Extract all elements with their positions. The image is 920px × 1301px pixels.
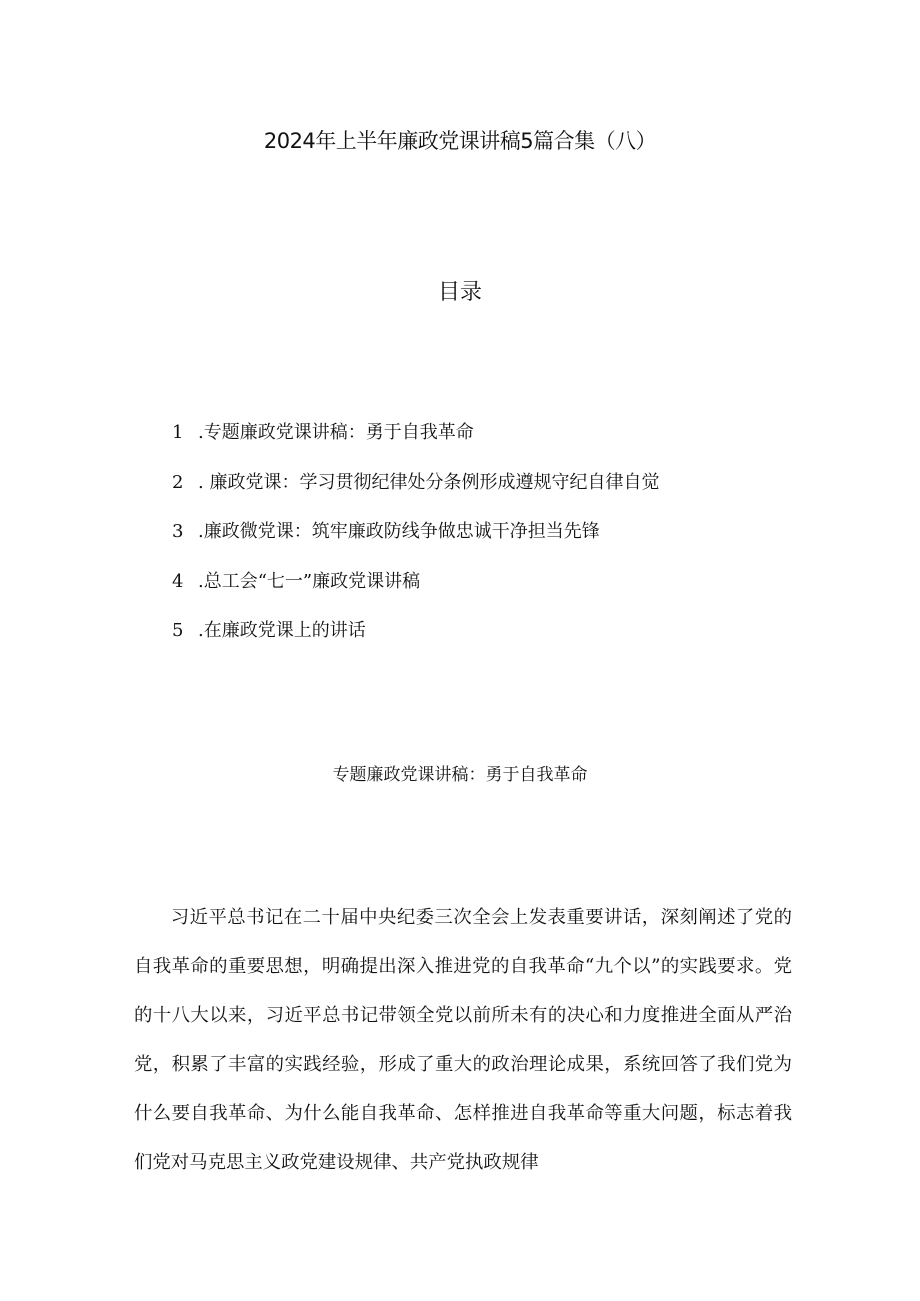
toc-item-text: .在廉政党课上的讲话	[198, 620, 366, 641]
table-of-contents	[172, 418, 659, 666]
toc-item	[172, 418, 659, 468]
toc-item-number: 2	[172, 471, 184, 493]
toc-item	[172, 517, 659, 567]
toc-item-number: 3	[172, 521, 184, 542]
toc-item-text: . 廉政党课：学习贯彻纪律处分条例形成遵规守纪自律自觉	[198, 471, 660, 493]
toc-heading: 目录	[437, 280, 482, 305]
toc-item-text: .专题廉政党课讲稿：勇于自我革命	[198, 422, 474, 443]
toc-item-text: .总工会“七一”廉政党课讲稿	[198, 570, 421, 592]
toc-item-number: 4	[172, 570, 184, 592]
body-paragraph: 习近平总书记在二十届中央纪委三次全会上发表重要讲话，深刻阐述了党的自我革命的重要思想，明确提出深入推进党的自我革命“九个以”的实践要求。党的十八大以来，习近平总书记带领全党以前所未有的决心和力度推进全面从严治党，积累了丰富的实践经验，形成了重大的政治理论成果，系统回答了我们党为什么要自我革命、为什么能自我革命、怎样推进自我革命等重大问题，标志着我们党对马克思主义政党建设规律、共产党执政规律	[134, 907, 792, 1173]
toc-item-number: 5	[172, 620, 184, 641]
toc-item	[172, 567, 659, 617]
section-title: 专题廉政党课讲稿：勇于自我革命	[332, 765, 588, 785]
toc-item	[172, 616, 659, 666]
toc-item	[172, 468, 659, 518]
toc-item-text: .廉政微党课：筑牢廉政防线争做忠诚干净担当先锋	[198, 521, 600, 542]
toc-item-number: 1	[172, 422, 184, 443]
document-title: 2024年上半年廉政党课讲稿5篇合集（八）	[263, 129, 657, 153]
